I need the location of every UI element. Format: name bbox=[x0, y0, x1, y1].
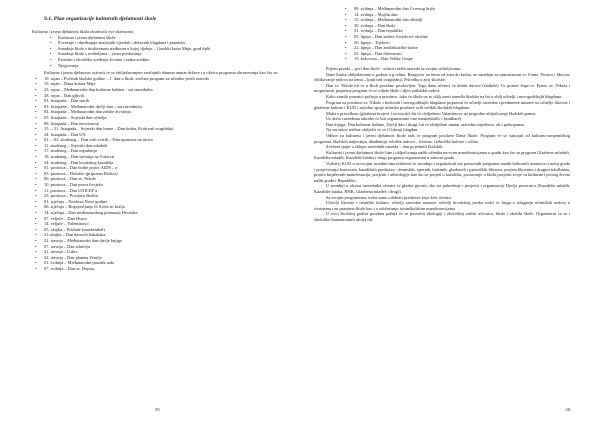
body-paragraph: Dan sv. Nikole bit će u školi posebno proslavljen. Toga dana učenici će dobiti darove (slatkiše). Ur pomoć župe sv. Frane, sv. Nikola i mogućnosti priprema program će se odjele škole i djeci prikalkti radost. bbox=[314, 82, 570, 94]
date-item: • 30. svibnja – Dan škole bbox=[354, 23, 570, 29]
date-item: • 22. travnja – Međunarodni dan dječje knjige bbox=[44, 238, 286, 244]
date-item: • 21.ožujka – Dan dasovih bakakaka bbox=[44, 232, 286, 238]
date-item: • 10. prosinca – Dan prava čovjeka bbox=[44, 182, 286, 188]
page-right bbox=[300, 0, 600, 424]
intro-paragraph: Kulturna i javna djelatnost škola obuhvaća ove aktivnosti: bbox=[32, 29, 135, 34]
date-item: • 18. studenog – Dan sjećanja na Vukovar bbox=[44, 154, 286, 160]
body-paragraph: Dan knjige, Dan kulturne baštine, Dječji dan i drugi, bit će obilježeni unutar razredne zajednica, ali i prekopanoa. bbox=[326, 121, 526, 127]
dates-intro-paragraph: Kulturna i javna djelatnost ostvarit će se obilježavanjem značajnih datuma unutar države i u okviru programa obrazovanja kao što su: bbox=[44, 70, 279, 76]
date-item: • 04. listopada – Međunarodni dan zaštite životinja bbox=[44, 109, 286, 115]
date-item: • 08. listopada – Dan neovisnosti bbox=[44, 121, 286, 127]
date-item: • 05. prosinca – Došašće (priprema Božića) bbox=[44, 171, 286, 177]
date-item: • 31. svibnja – Dan republike bbox=[354, 28, 570, 34]
activity-item: • Kulturnu i javnu djelatnost škole bbox=[58, 35, 286, 41]
date-item: • 10. rujan – Početak školske godine – 1. dan u školi, svečani program za učenike prvih razreda bbox=[44, 76, 286, 82]
left-dates-list bbox=[32, 76, 286, 272]
page-number: 30 bbox=[565, 407, 570, 412]
body-paragraph: Na sat takov načina obilježit će se i Uskrnji blagdan. bbox=[326, 127, 419, 133]
right-paragraphs bbox=[314, 66, 570, 223]
date-item: • 01. siječnja – Proslava Nove godine bbox=[44, 199, 286, 205]
body-paragraph: U ovoj školskoj godini posebna pažnja će se posvetiti ekologiji i ekološkoj zaštiti učionica, škole i okoliša škole. Organizirat će se i ekološko-humanitarnih akcija itd. bbox=[314, 211, 570, 222]
date-item: • 14. siječnja – Dan međunarodnog priznanja Hrvatske bbox=[44, 210, 286, 216]
date-item: • 24. listopada – Dan UN bbox=[44, 132, 286, 138]
date-item: • 15. svibnja – Međunarodni dan obitelji bbox=[354, 17, 570, 23]
date-item: • 01. – 02. studenog – Dan svih svetih – Dan spomena na mrtve bbox=[44, 137, 286, 143]
date-item: • 14. veljače – Valentinovo bbox=[44, 221, 286, 227]
page-number: 29 bbox=[155, 407, 160, 412]
date-item: • 24. studenog – Dan hrvatskog kazališta bbox=[44, 160, 286, 166]
body-paragraph: Učitelji likovne i tehničke kulture, učitelji razredne nastave, učitelji hrvatskog jezika vodit će brigu o izlaganju učeničkih radova u vitrinama i na panoima škole kao i o održavanju izvanškolskim manifestacijama. bbox=[314, 200, 570, 211]
body-paragraph: Maloro prirodbom (glazbeni brojevi i recitacije) bit će obilježeno Valentinovo uz prigodno uključivanje školskih panoa. bbox=[326, 110, 537, 116]
date-item: • 23. rujna – Međunarodni dan kulturne baštine - sat razrednika bbox=[44, 87, 286, 93]
date-item: • 07. travnja – Dan zdravlja bbox=[44, 244, 286, 250]
date-item: • 01. svibnja – Međunarodni praznik rada bbox=[44, 260, 286, 266]
activity-item: • Suradnja škole s društvenom sredinom u kojoj djeluje – Gradski kotar Maje, grad Split bbox=[58, 46, 286, 52]
date-item: • 08. svibnja – Međunarodni dan Crvenog križa bbox=[354, 6, 570, 12]
date-item: • 20. lipnja – Tijelovo bbox=[354, 40, 570, 46]
body-paragraph: Uz drive razredima također će biti organizirano ono maskenbal/o i (maškare). bbox=[326, 116, 463, 122]
section-heading: 9.1. Plan organizacije kulturnih djelatnosti škole bbox=[44, 16, 157, 22]
body-paragraph: Prijem prvaša – prvi dan škole - učenici nižih razreda sa svojim učiteljicama. bbox=[326, 65, 462, 71]
date-item: • 06. siječnja – Bogojavljanje ili Sveta tri kralja bbox=[44, 204, 286, 210]
date-item: • 25. prosinca – Proslava Božića bbox=[44, 193, 286, 199]
body-paragraph: Odhov za kulturnu i javnu djelatnost škole radi će program proslave Dana Škole. Program će se sastojati od kulturno-umjetničkog programa, školskih natjecanja, akademija, izložbe radova – likovno i tehničke kulture i slično. bbox=[314, 133, 570, 144]
date-item: • 15. – 21. listopada – Svjetski dan hrane – Dan kruha, Kruh naš svagdašnji bbox=[44, 126, 286, 132]
body-paragraph: U suradnji u okviru razrednika učenici će glazbe pjevati, ako uz pohodenje i posjetiti i organizacije Dječja pozornica (Kazalište mladih, Kazalište lutaka, HNK, Glazbena mladež i drugi). bbox=[314, 183, 570, 194]
date-item: • 28. rujna – Dan gljivih bbox=[44, 93, 286, 99]
date-item: • 15. kolovoza – Dan Velike Gospe bbox=[354, 56, 570, 62]
date-item: • 06. prosinca – Dan sv. Nikole bbox=[44, 176, 286, 182]
date-item: • 07. svibnja – Dan sv. Dujma, bbox=[44, 266, 286, 272]
body-paragraph: Vodstvij KUD-a sa svojim suradnicima održavat će suradnju i organizirati niz pomoćnih programa raznih kulturnih ustanova u našoj grada i posjećivanju koncerata, kazališnih predstava - dramskih, opernih, baletnih, glazbenih i pjesničkih filmova, posjeta likovnim i drugim izložbama, pratiće književnih manifestacija, posjetiti i arheologije kao što su posjeti u kazalištu, postavanje u školu posjetiti svoje su kulturna i javnog života naših građa i Republike. bbox=[314, 161, 570, 183]
date-item: • 17. studenog – Dan nepušenja bbox=[44, 148, 286, 154]
right-dates-list bbox=[314, 6, 570, 62]
body-paragraph: Kako zimski praznici počinju u prosincu, tako će škola uz to ciklj uzeti između školske na bit u zbilj učitelji i novogodišnjih blagdana. bbox=[326, 93, 563, 99]
date-item: • 21. travnja – Uskrs bbox=[44, 249, 286, 255]
body-paragraph: Dane kruha obilježavamo u godine u g odinu. Razgovor na temu od zrna do kruha, uz suradnju sa samostanom sv. Frane. Prostor i likovno oblikovanje radova na temu – kruh naš svagdašnji. Priredba u atrij školske. bbox=[314, 71, 570, 83]
activity-item: • Njegovanja bbox=[58, 63, 286, 69]
date-item: • 15. rujan – Dana kotara Maje bbox=[44, 81, 286, 87]
date-item: • 03. listopada – Međunarodni dječji dan – sat razrednika bbox=[44, 104, 286, 110]
activities-list bbox=[32, 35, 286, 69]
date-item: • 14. svibnja – Majčin dan bbox=[354, 12, 570, 18]
date-item: • 01. listopada – Dan starih bbox=[44, 98, 286, 104]
date-item: • 01. prosinca – Dan borbe protiv AIDS – a bbox=[44, 165, 286, 171]
activity-item: • Estetsko i ekološko uređenje životne i radne sredine bbox=[58, 57, 286, 63]
body-paragraph: Program za proslavu sv. Nikole i božićnih i novogodišnjih blagdana pripremit će učitelji razredne i predmetne nastave uz učitelje likovne i glazbene kulture i KUD i zajedno sprije učenika proslave svih velikih školskih blagdana. bbox=[314, 99, 570, 111]
body-paragraph: Kulturnu i javnu djelatnost škole čine i uključivanja naših učenika na svim manifestacijama u gradu kao što su program Glazbeno mladeži, Kazališta mladih, Kazalište lutaka i drugi programi organizirani u samom gradu. bbox=[314, 149, 570, 161]
date-item: • 11. studenog – Svjetski dan mladeži bbox=[44, 143, 286, 149]
date-item: • 05. listopada – Svjetski dan učitelja bbox=[44, 115, 286, 121]
date-item: • 22. travnja – Dan planeta Zemlje bbox=[44, 255, 286, 261]
date-item: • 25. lipnja – Dan državnosti bbox=[354, 51, 570, 57]
date-item: • 05. lipnja – Dan zaštite čovjekove okoline bbox=[354, 34, 570, 40]
body-paragraph: Sa svojim programima, treba samo odabrati predstave koje žele učenici. bbox=[326, 194, 453, 200]
date-item: • 07. veljače – Dan Hvara bbox=[44, 216, 286, 222]
date-item: • 11. prosinca – Dan UNICEF-a bbox=[44, 188, 286, 194]
activity-item: • Suradnja škole s roditeljima – javna predavanja bbox=[58, 51, 286, 57]
body-paragraph: Svečani sjajni u sklopu razrednih razreda – dan pojedinih školskih. bbox=[326, 144, 444, 150]
activity-item: • Povezuje i objedinjuje značajnih vjerskih i državnih blagdana i praznika bbox=[58, 40, 286, 46]
date-item: • 22. lipnja – Dan antifašističke borbe bbox=[354, 45, 570, 51]
date-item: • 05. ožujka – Poklade (maskembal) bbox=[44, 227, 286, 233]
